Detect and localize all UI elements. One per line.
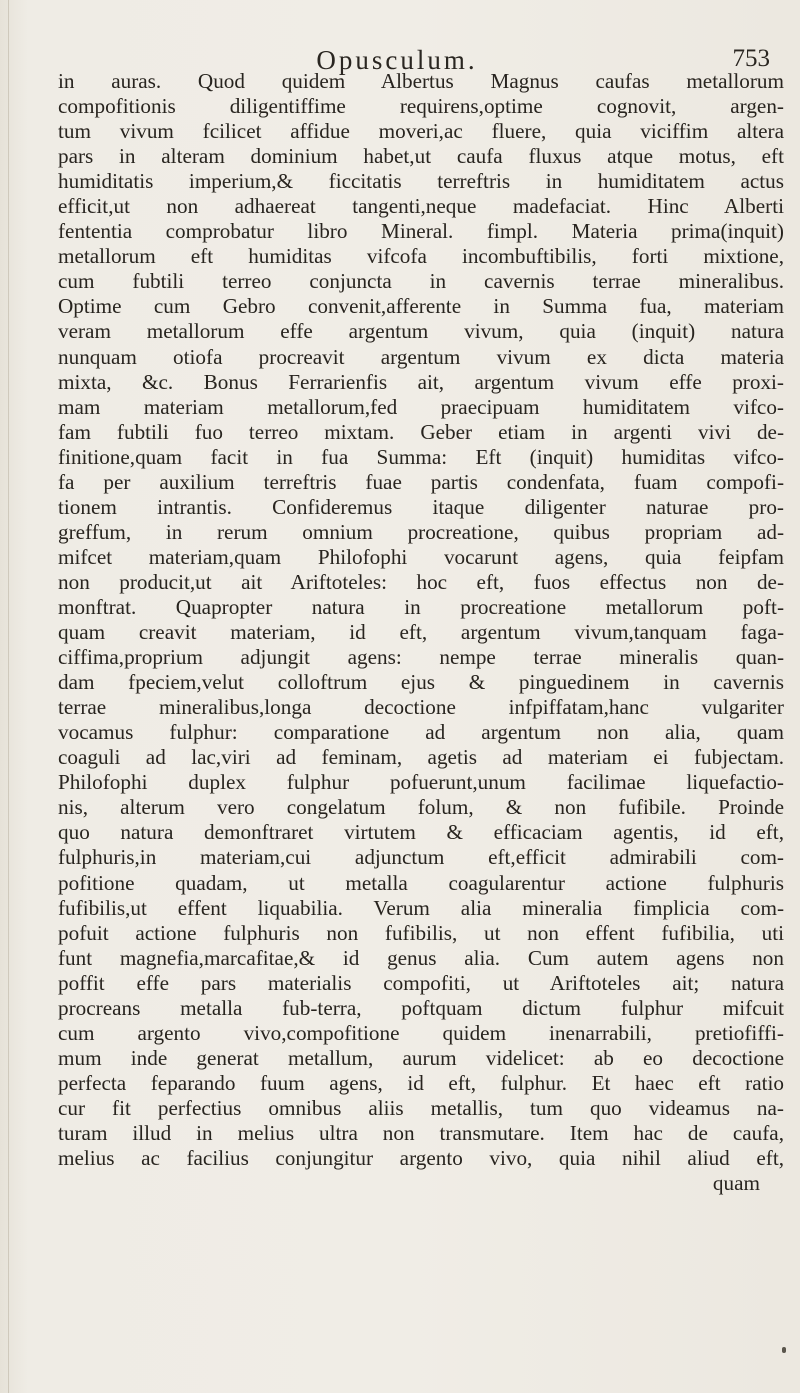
text-line: funt magnefia,marcafitae,& id genus alia. Cum autem agens non xyxy=(58,945,784,970)
text-line: in auras. Quod quidem Albertus Magnus caufas metallorum xyxy=(58,69,784,93)
text-line: quam creavit materiam, id eft, argentum vivum,tanquam faga- xyxy=(58,620,784,645)
text-line: pars in alteram dominium habet,ut caufa fluxus atque motus, eft xyxy=(58,144,784,169)
text-line: procreans metalla fub-terra, poftquam dictum fulphur mifcuit xyxy=(58,995,784,1020)
ink-spot xyxy=(782,1347,786,1353)
text-line: quo natura demonftraret virtutem & efficaciam agentis, id eft, xyxy=(58,820,784,845)
text-line: Philofophi duplex fulphur pofuerunt,unum facilimae liquefactio- xyxy=(58,770,784,795)
page-edge-line xyxy=(8,0,9,1393)
text-line: efficit,ut non adhaereat tangenti,neque madefaciat. Hinc Alberti xyxy=(58,194,784,219)
text-line: greffum, in rerum omnium procreatione, quibus propriam ad- xyxy=(58,519,784,544)
text-line: terrae mineralibus,longa decoctione infpiffatam,hanc vulgariter xyxy=(58,695,784,720)
text-line: fam fubtili fuo terreo mixtam. Geber etiam in argenti vivi de- xyxy=(58,419,784,444)
text-line: veram metallorum effe argentum vivum, quia (inquit) natura xyxy=(58,319,784,344)
text-line: humiditatis imperium,& ficcitatis terreftris in humiditatem actus xyxy=(58,169,784,194)
text-line: fulphuris,in materiam,cui adjunctum eft,efficit admirabili com- xyxy=(58,845,784,870)
text-line: coaguli ad lac,viri ad feminam, agetis ad materiam ei fubjectam. xyxy=(58,745,784,770)
text-line: monftrat. Quapropter natura in procreatione metallorum poft- xyxy=(58,594,784,619)
text-line: mifcet materiam,quam Philofophi vocarunt agens, quia feipfam xyxy=(58,544,784,569)
text-line: perfecta feparando fuum agens, id eft, fulphur. Et haec eft ratio xyxy=(58,1070,784,1095)
text-line: tionem intrantis. Confideremus itaque diligenter naturae pro- xyxy=(58,494,784,519)
text-line: nunquam otiofa procreavit argentum vivum ex dicta materia xyxy=(58,344,784,369)
text-line: metallorum eft humiditas vifcofa incombuftibilis, forti mixtione, xyxy=(58,244,784,269)
text-line: mum inde generat metallum, aurum videlicet: ab eo decoctione xyxy=(58,1045,784,1070)
text-line: melius ac facilius conjungitur argento vivo, quia nihil aliud eft, xyxy=(58,1146,784,1171)
text-line: mam materiam metallorum,fed praecipuam humiditatem vifco- xyxy=(58,394,784,419)
text-line: Optime cum Gebro convenit,afferente in Summa fua, materiam xyxy=(58,294,784,319)
page-number: 753 xyxy=(732,45,770,72)
running-title: Opusculum. xyxy=(316,45,478,75)
text-line: vocamus fulphur: comparatione ad argentum non alia, quam xyxy=(58,720,784,745)
text-line: cur fit perfectius omnibus aliis metallis, tum quo videamus na- xyxy=(58,1095,784,1120)
text-line: mixta, &c. Bonus Ferrarienfis ait, argentum vivum effe proxi- xyxy=(58,369,784,394)
text-line: nis, alterum vero congelatum folum, & non fufibile. Proinde xyxy=(58,795,784,820)
text-line: finitione,quam facit in fua Summa: Eft (inquit) humiditas vifco- xyxy=(58,444,784,469)
text-line: ciffima,proprium adjungit agens: nempe terrae mineralis quan- xyxy=(58,645,784,670)
catchword: quam xyxy=(712,1171,760,1196)
text-line: tum vivum fcilicet affidue moveri,ac fluere, quia viciffim altera xyxy=(58,119,784,144)
text-line: pofuit actione fulphuris non fufibilis, ut non effent fufibilia, uti xyxy=(58,920,784,945)
text-line: poffit effe pars materialis compofiti, ut Ariftoteles ait; natura xyxy=(58,970,784,995)
body-text xyxy=(36,69,784,1196)
text-line: fententia comprobatur libro Mineral. fimpl. Materia prima(inquit) xyxy=(58,219,784,244)
text-line: fufibilis,ut effent liquabilia. Verum alia mineralia fimplicia com- xyxy=(58,895,784,920)
text-line: cum argento vivo,compofitione quidem inenarrabili, pretiofiffi- xyxy=(58,1020,784,1045)
text-line: non producit,ut ait Ariftoteles: hoc eft, fuos effectus non de- xyxy=(58,569,784,594)
text-line: fa per auxilium terreftris fuae partis condenfata, fuam compofi- xyxy=(58,469,784,494)
text-line: dam fpeciem,velut colloftrum ejus & pinguedinem in cavernis xyxy=(58,670,784,695)
text-line: pofitione quadam, ut metalla coagularentur actione fulphuris xyxy=(58,870,784,895)
text-line: cum fubtili terreo conjuncta in cavernis terrae mineralibus. xyxy=(58,269,784,294)
text-line: compofitionis diligentiffime requirens,optime cognovit, argen- xyxy=(58,94,784,119)
text-line: turam illud in melius ultra non transmutare. Item hac de caufa, xyxy=(58,1120,784,1145)
